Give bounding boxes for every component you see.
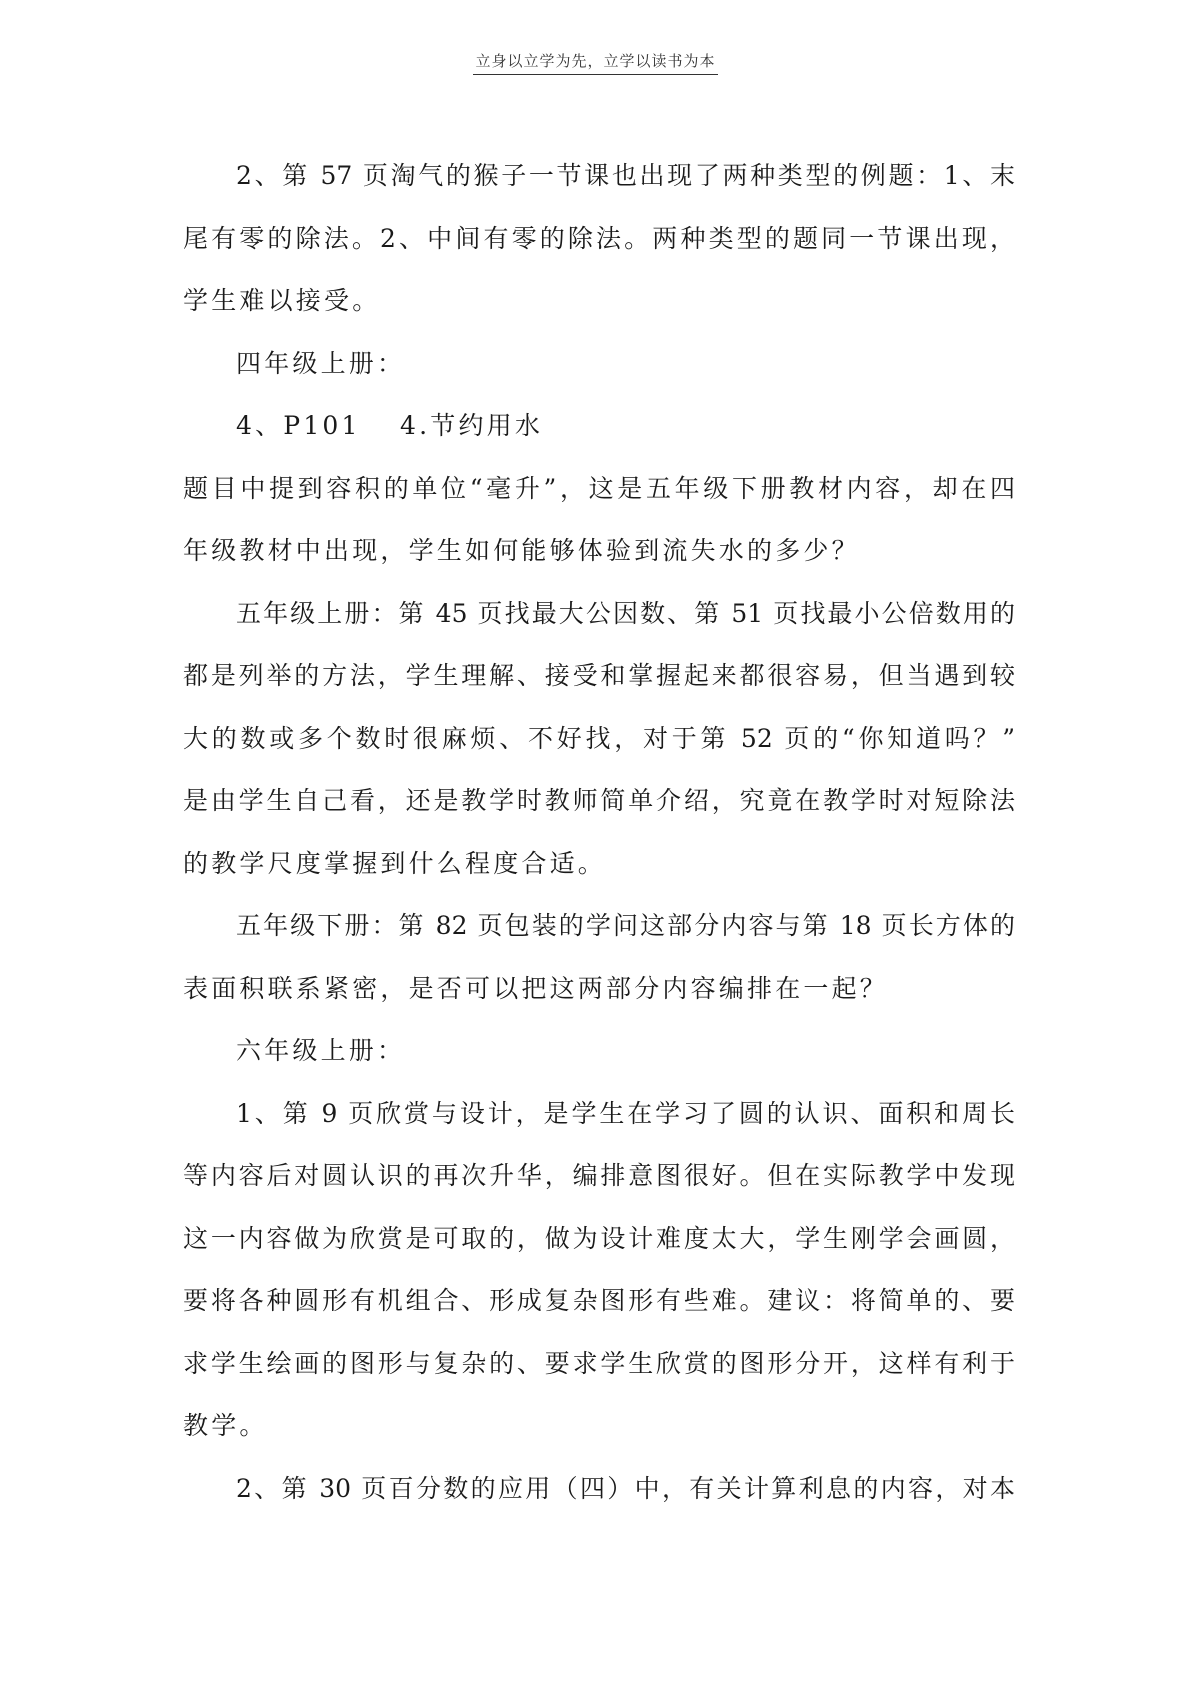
text-line: 五年级下册：第 82 页包装的学问这部分内容与第 18 页长方体的 [236, 911, 1015, 940]
text-line: 是由学生自己看，还是教学时教师简单介绍，究竟在教学时对短除法 [183, 786, 1015, 815]
text-line: 大的数或多个数时很麻烦、不好找，对于第 52 页的“你知道吗？” [183, 723, 1015, 753]
text-line: 1、第 9 页欣赏与设计，是学生在学习了圆的认识、面积和周长 [236, 1098, 1015, 1128]
text-line: 这一内容做为欣赏是可取的，做为设计难度太大，学生刚学会画圆， [183, 1223, 1015, 1253]
text-line: 尾有零的除法。2、中间有零的除法。两种类型的题同一节课出现， [183, 223, 1015, 253]
text-line: 的教学尺度掌握到什么程度合适。 [183, 848, 607, 878]
text-line: 四年级上册： [236, 348, 406, 378]
document-body [183, 145, 1015, 1520]
text-line: 都是列举的方法，学生理解、接受和掌握起来都很容易，但当遇到较 [183, 661, 1015, 690]
text-line: 等内容后对圆认识的再次升华，编排意图很好。但在实际教学中发现 [183, 1161, 1015, 1190]
text-line: 2、第 57 页淘气的猴子一节课也出现了两种类型的例题：1、末 [236, 161, 1015, 190]
text-line: 年级教材中出现，学生如何能够体验到流失水的多少？ [183, 536, 860, 565]
text-line: 六年级上册： [236, 1036, 406, 1065]
text-line: 求学生绘画的图形与复杂的、要求学生欣赏的图形分开，这样有利于 [183, 1348, 1015, 1378]
text-line: 五年级上册：第 45 页找最大公因数、第 51 页找最小公倍数用的 [236, 598, 1015, 628]
text-line: 4、P101 4.节约用水 [236, 411, 544, 440]
text-line: 题目中提到容积的单位“毫升”，这是五年级下册教材内容，却在四 [183, 473, 1015, 503]
page-header [0, 50, 1191, 75]
text-line: 2、第 30 页百分数的应用（四）中，有关计算利息的内容，对本 [236, 1473, 1015, 1503]
header-motto: 立身以立学为先，立学以读书为本 [473, 50, 717, 75]
text-line: 表面积联系紧密，是否可以把这两部分内容编排在一起？ [183, 973, 889, 1003]
text-line: 要将各种圆形有机组合、形成复杂图形有些难。建议：将简单的、要 [183, 1286, 1015, 1315]
text-line: 教学。 [183, 1411, 268, 1440]
text-line: 学生难以接受。 [183, 286, 381, 315]
